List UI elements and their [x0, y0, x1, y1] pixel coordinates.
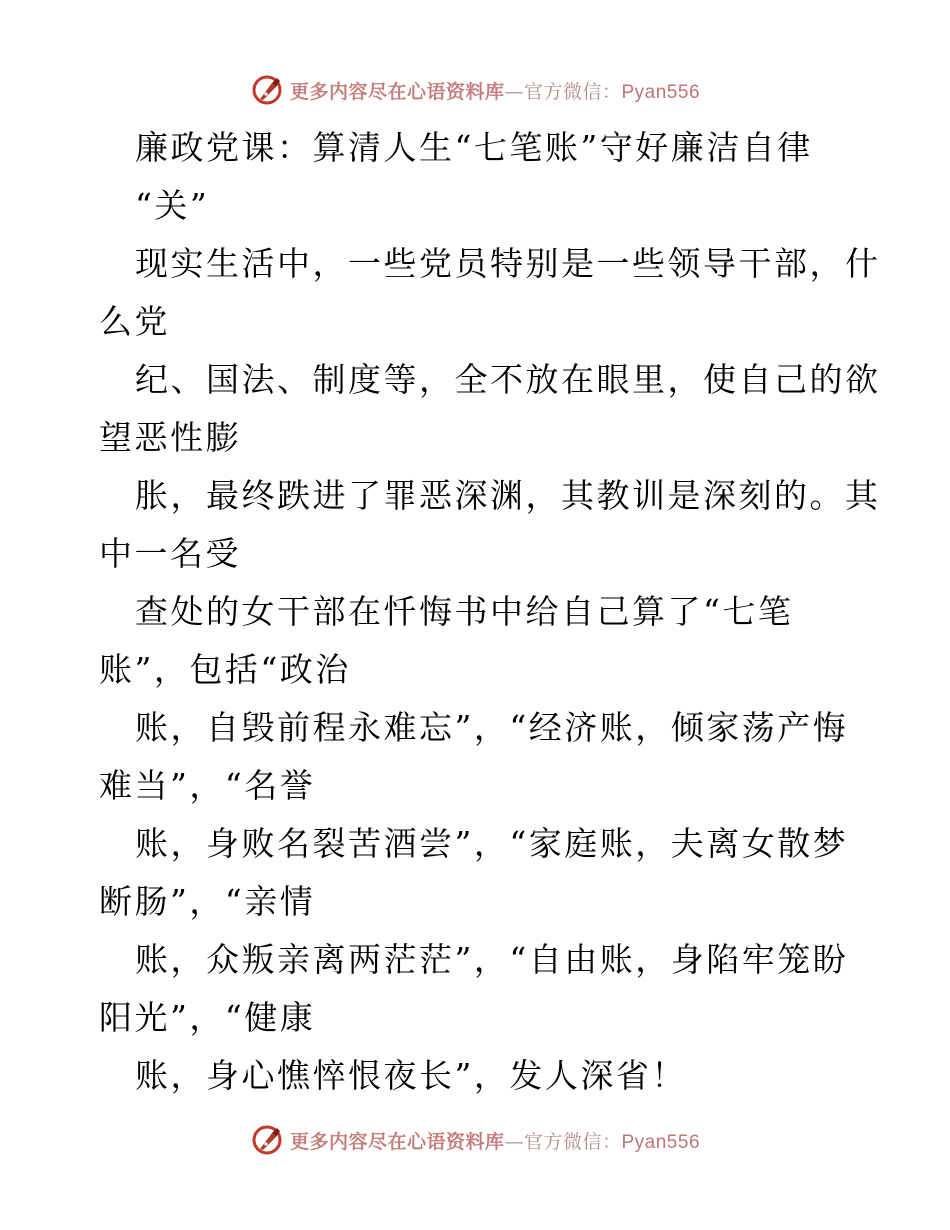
watermark-wechat-id: Pyan556 — [621, 81, 701, 103]
document-title-line-2: “关” — [135, 186, 210, 225]
header-watermark — [0, 70, 950, 110]
paragraph-line: 账，身败名裂苦酒尝”，“家庭账，夫离女散梦 — [135, 824, 849, 863]
watermark-separator: — — [504, 1130, 524, 1153]
watermark-text — [290, 1127, 700, 1154]
watermark-wechat-label: 官方微信： — [523, 80, 622, 103]
footer-watermark — [0, 1120, 950, 1160]
paragraph-line: 难当”，“名誉 — [99, 766, 316, 805]
paragraph-line: 账，身心憔悴恨夜长”，发人深省！ — [135, 1056, 687, 1095]
paragraph-line: 账”，包括“政治 — [99, 650, 351, 689]
paragraph-line: 么党 — [99, 302, 170, 341]
pen-nib-logo-icon — [250, 1123, 284, 1157]
paragraph-line: 阳光”，“健康 — [99, 998, 316, 1037]
pen-nib-logo-icon — [250, 73, 284, 107]
watermark-text — [290, 77, 700, 104]
paragraph-line: 账，众叛亲离两茫茫”，“自由账，身陷牢笼盼 — [135, 940, 849, 979]
paragraph-line: 望恶性膨 — [99, 418, 241, 457]
watermark-separator: — — [504, 80, 524, 103]
watermark-brand: 更多内容尽在心语资料库 — [289, 80, 505, 103]
watermark-wechat-label: 官方微信： — [523, 1130, 622, 1153]
paragraph-line: 账，自毁前程永难忘”，“经济账，倾家荡产悔 — [135, 708, 849, 747]
paragraph-line: 查处的女干部在忏悔书中给自己算了“七笔 — [135, 592, 794, 631]
paragraph-line: 纪、国法、制度等，全不放在眼里，使自己的欲 — [135, 360, 881, 399]
paragraph-line: 现实生活中，一些党员特别是一些领导干部，什 — [135, 244, 881, 283]
paragraph-line: 断肠”，“亲情 — [99, 882, 316, 921]
paragraph-line: 胀，最终跌进了罪恶深渊，其教训是深刻的。其 — [135, 476, 881, 515]
document-title-line-1: 廉政党课：算清人生“七笔账”守好廉洁自律 — [135, 128, 813, 167]
paragraph-line: 中一名受 — [99, 534, 241, 573]
watermark-wechat-id: Pyan556 — [621, 1131, 701, 1153]
watermark-brand: 更多内容尽在心语资料库 — [289, 1130, 505, 1153]
